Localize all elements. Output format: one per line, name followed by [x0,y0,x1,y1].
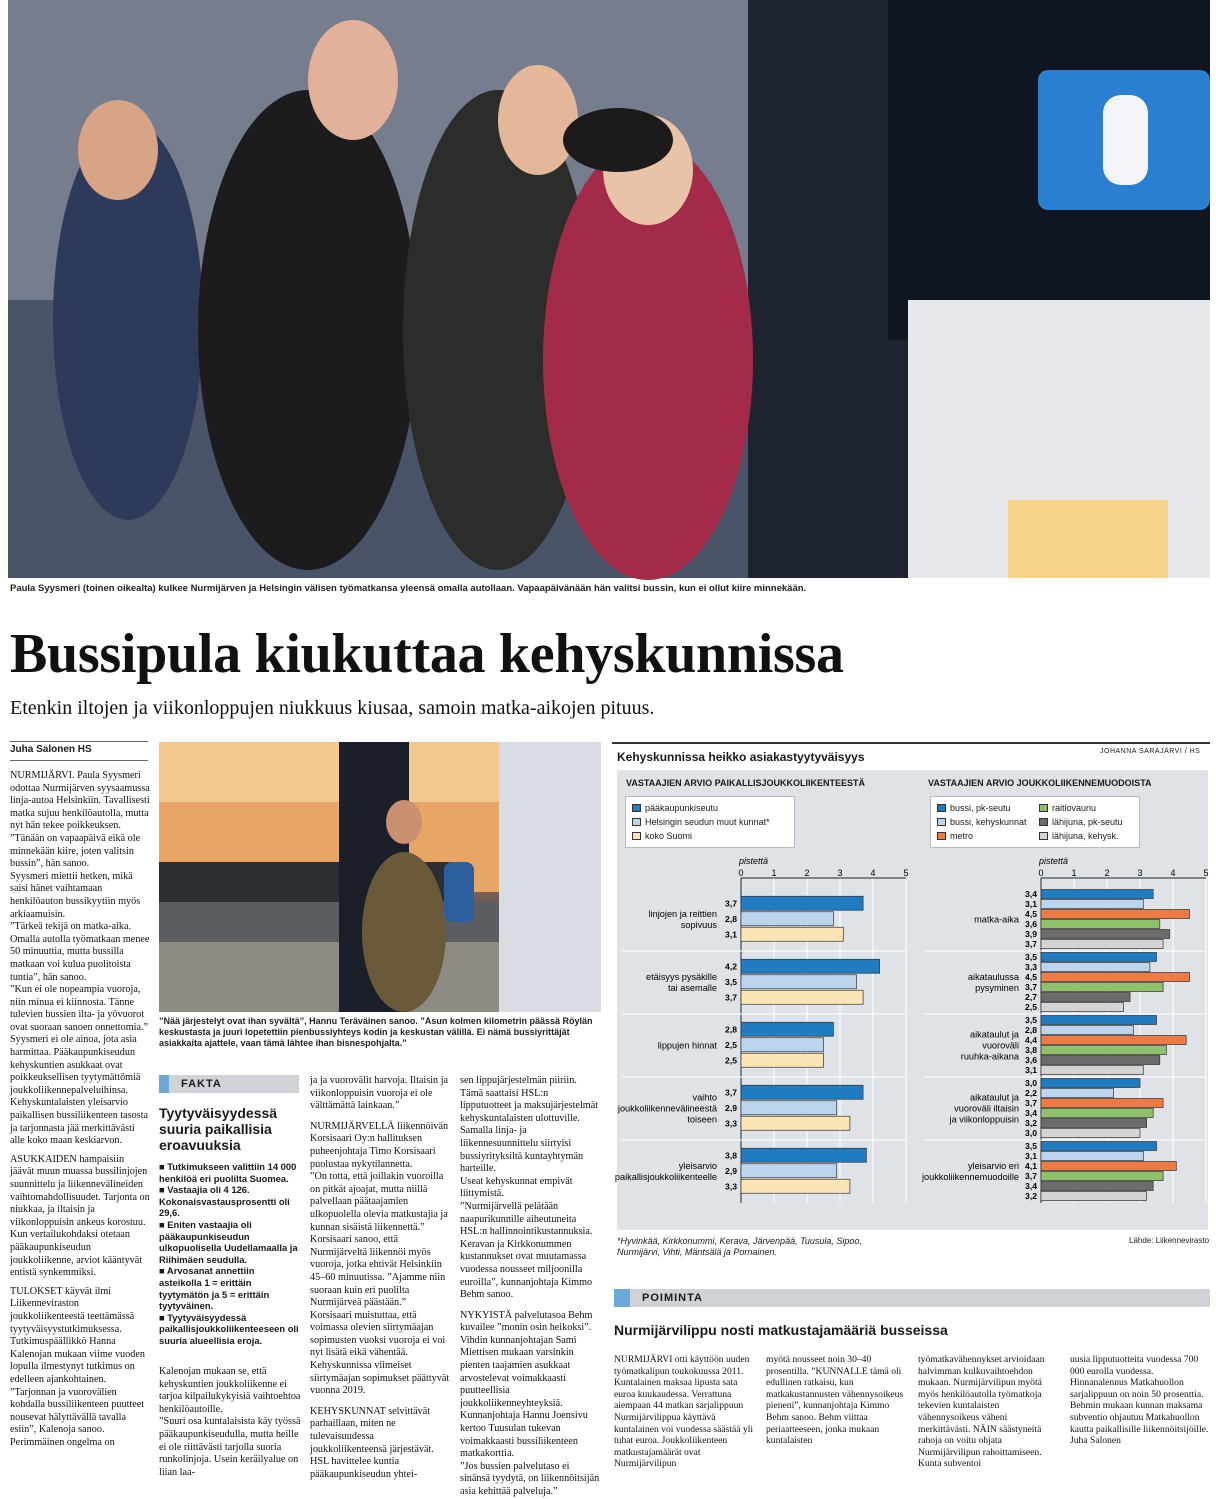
legend-item [1039,801,1133,815]
paragraph: NYKYISTÄ palvelutasoa Behm kuvailee ”monin osin heikoksi”. [460,1309,593,1334]
paragraph: Vihdin kunnanjohtajan Sami Miettisen mukaan varsinkin pienten taajamien asukkaat arvostelevat voimakkaasti puutteellisia joukkoliikenneyhteyksiä. [460,1334,577,1409]
bar [1041,1119,1147,1128]
square-icon [614,1289,630,1307]
square-icon [159,1075,169,1093]
article-column-2 [159,1366,301,1479]
bar [1041,1172,1163,1181]
data-label: 3,7 [1025,939,1037,950]
category-label: ja viikonloppuisin [949,1114,1019,1125]
paragraph: Useat kehyskunnat empivät liittymistä. [460,1175,573,1200]
bar [1041,1099,1163,1108]
category-label: vuoroväli [982,1040,1019,1051]
data-label: 3,1 [1025,1065,1037,1076]
data-label: 3,5 [1025,1015,1037,1026]
data-label: 3,0 [1025,1128,1037,1139]
data-label: 3,9 [1025,929,1037,940]
right-chart-heading: VASTAAJIEN ARVIO JOUKKOLIIKENNEMUODOISTA [928,778,1152,788]
bar [1041,1129,1140,1138]
paragraph: ASUKKAIDEN hampaisiin jäävät muun muassa bussilinjojen suunnittelu ja liikennevälineiden vaihtomahdollisuudet. Tarjonta on niukkaa, ja iltaisin ja viikonloppuisin ankeus korostuu. [10,1153,150,1228]
secondary-photo [159,742,601,1012]
data-label: 4,1 [1025,1161,1037,1172]
bar [1041,1036,1186,1045]
legend-swatch [632,818,641,826]
paragraph: NURMIJÄRVI. Paula Syysmeri odottaa Nurmijärven syysaamussa linja-autoa Helsinkiin. Tavallisesti matka sujuu henkilöautolla, mutta nyt hän tekee poikkeuksen. [10,770,150,832]
legend-swatch [1039,832,1048,840]
bar [1041,1079,1140,1088]
category-label: joukkoliikennemuodoille [921,1172,1019,1182]
legend-item [937,829,1031,843]
bar [741,927,843,941]
bar [1041,993,1130,1002]
paragraph: ”Jos bussien palvelutaso ei sinänsä tyydytä, on liikennöitsijän asia kehittää palveluja.” [460,1460,600,1497]
paragraph: Perimmäinen ongelma on [10,1436,115,1448]
bar [741,959,880,973]
legend-item [632,829,788,843]
category-label: toiseen [687,1114,717,1125]
tick-label: 0 [738,868,744,878]
data-label: 3,5 [1025,952,1037,963]
bar [1041,920,1160,929]
standfirst: Etenkin iltojen ja viikonloppujen niukkuus kiusaa, samoin matka-aikojen pituus. [10,697,655,719]
tick-label: 2 [804,868,810,878]
legend-swatch [937,832,946,840]
bar [1041,963,1150,972]
category-label: aikataulussa [967,972,1019,982]
data-label: 3,3 [725,1118,737,1129]
paragraph: Tämä saattaisi HSL:n lipputuotteet ja maksujärjestelmät kehyskuntalaisten ulottuville. Samalla linja- ja liikennesuunnittelu siirtyisi bussiyrityksiltä kuntayhtymän harteille. [460,1087,599,1175]
article-column-4 [460,1075,602,1499]
legend-swatch [632,804,641,812]
data-label: 2,5 [725,1055,737,1066]
data-label: 3,6 [1025,1055,1037,1066]
tick-label: 4 [870,868,876,878]
data-label: 3,3 [725,1181,737,1192]
category-label: tai asemalle [667,983,717,993]
bar [1041,1152,1143,1161]
legend-label: pääkaupunkiseutu [645,803,719,813]
bar [1041,1182,1153,1191]
poiminta-column-1: NURMIJÄRVI otti käyttöön uuden työmatkalipun toukokuussa 2011. Kuntalainen maksaa lipusta sata euroa kuukaudessa. Verrattuna aiempaan 44 matkan sarjalippuun Nurmijärvilippua käyttävä kuntalainen voi vuodessa säästää yli tuhat euroa. Joukkoliikenteen matkustajamäärät ovat Nurmijärvilipun [614,1354,754,1470]
list-item: ■ Eniten vastaajia oli pääkaupunkiseudun ulkopuolisella Uudellamaalla ja Riihimäen seudulla. [159,1218,298,1265]
bar [1041,1192,1147,1201]
bar [1041,1026,1133,1035]
data-label: 3,4 [1025,889,1037,900]
legend-label: raitiovaunu [1052,803,1097,813]
data-label: 3,4 [1025,1108,1037,1119]
bar [741,1148,866,1162]
poiminta-column-2: myötä nousseet noin 30–40 prosentilla. ”KUNNALLE tämä oli edullinen ratkaisu, kun matkakustannusten vähennysoikeus pieneni”, kunnanjohtaja Kimmo Behm sanoo. Behm viittaa periaatteeseen, jonka mukaan kuntalaisten [766,1354,904,1447]
bar [1041,973,1190,982]
paragraph: KEHYSKUNNAT selvittävät parhaillaan, miten ne tulevaisuudessa joukkoliikenteensä järjestävät. HSL havittelee kuntia pääkaupunkiseudun yhtei- [310,1405,434,1480]
fakta-box [159,1075,299,1347]
article-column-1 [10,770,150,1449]
data-label: 3,2 [1025,1118,1037,1129]
axis-unit-label: pistettä [1039,856,1069,866]
data-label: 2,5 [1025,1002,1037,1013]
legend-label: bussi, kehyskunnat [950,817,1027,827]
bar [1041,1142,1157,1151]
secondary-photo-caption: ”Nää järjestelyt ovat ihan syvältä”, Hannu Teräväinen sanoo. ”Asun kolmen kilometrin päässä Röylän keskustasta ja juuri lopetettiin pienbussiyhteys kodin ja keskustan välillä. Ei nämä bussiyrittäjät asiakkaita ajattele, vaan tämä lähtee ihan bisnespohjalta.” [159,1016,593,1048]
bar [741,1085,863,1099]
data-label: 3,5 [1025,1141,1037,1152]
satisfaction-chart [614,856,1209,1230]
tick-label: 5 [903,868,909,878]
legend-item [632,815,788,829]
fakta-title: Tyytyväisyydessä suuria paikallisia eroavuuksia [159,1105,278,1153]
bar [741,975,857,989]
bar [1041,1056,1160,1065]
data-label: 3,1 [725,929,737,940]
data-label: 2,8 [725,913,737,924]
data-label: 4,5 [1025,972,1037,983]
chart-footnote: *Hyvinkää, Kirkkonummi, Kerava, Järvenpää, Tuusula, Sipoo, Nurmijärvi, Vihti, Mäntsälä ja Pornainen. [617,1236,862,1257]
divider [10,741,148,742]
bar [741,1116,850,1130]
paragraph: Korsisaari sanoo, että Nurmijärveltä liikennöi myös vuoroja, jotka ehtivät Helsinkiin 45–60 minuutissa. ”Ajamme niin suoraan kuin eri puolilta Nurmijärveä päästään.” [310,1234,446,1309]
paragraph: Syysmeri miettii hetken, mikä saisi hänet vaihtamaan henkilöauton bussikyytiin myös arkiaamuisin. [10,870,141,920]
poiminta-column-3: työmatkavähennykset arvioidaan halvimman kulkuvaihtoehdon mukaan. Nurmijärvilipun myötä myös henkilöautolla työmatkoja tekevien kuntalaisten vähennysoikeus väheni merkittävästi. NÄIN säästyneitä rahoja on voitu ohjata Nurmijärvilipun rahoittamiseen. Kunta subventoi [918,1354,1045,1470]
category-label: matka-aika [974,914,1019,925]
category-label: etäisyys pysäkille [646,972,717,982]
data-label: 3,1 [1025,1151,1037,1162]
legend-item [1039,829,1133,843]
data-label: 3,2 [1025,1191,1037,1202]
data-label: 3,0 [1025,1078,1037,1089]
tick-label: 2 [1104,868,1110,878]
paragraph: NURMIJÄRVELLÄ liikennöivän Korsisaari Oy:n hallituksen puheenjohtaja Timo Korsisaari puolustaa nykytilannetta. [310,1120,449,1170]
legend-label: Helsingin seudun muut kunnat* [645,817,770,827]
paragraph: ”Kun ei ole nopeampia vuoroja, niin minua ei kiinnosta. Tänne tulevien bussien ilta- ja yövuorot ovat suoraan sanoen onnettomia.” [10,984,149,1033]
legend-item [937,801,1031,815]
list-item: ■ Arvosanat annettiin asteikolla 1 = erittäin tyytymätön ja 5 = erittäin tyytyväinen. [159,1265,270,1312]
category-label: aikataulut ja [969,1029,1019,1040]
fakta-list [159,1161,299,1347]
data-label: 3,6 [1025,919,1037,930]
data-label: 3,3 [1025,962,1037,973]
chart-source: Lähde: Liikennevirasto [1129,1236,1210,1245]
tick-label: 0 [1038,868,1044,878]
paragraph: Kunnanjohtaja Hannu Joensivu kertoo Tuusulan tukevan voimakkaasti bussiliikenteen matkakorttia. [460,1410,588,1460]
paragraph: ”Tarjonnan ja vuorovälien kohdalla bussiliikenteen puutteet nousevat hälyttävällä tavalla esiin”, Kalenoja sanoo. [10,1386,145,1436]
legend-item [937,815,1031,829]
legend-item [1039,815,1133,829]
data-label: 2,8 [725,1024,737,1035]
axis-unit-label: pistettä [739,856,769,866]
legend-swatch [632,832,641,840]
paragraph: TULOKSET käyvät ilmi Liikenneviraston joukkoliikenteestä teettämässä tyytyväisyystutkimuksessa. [10,1285,135,1335]
category-label: sopivuus [680,920,717,930]
byline: Juha Salonen HS [10,744,92,755]
data-label: 3,8 [1025,1045,1037,1056]
article-column-3 [310,1075,452,1481]
data-label: 4,4 [1025,1035,1037,1046]
data-label: 3,7 [725,1087,737,1098]
bar [741,912,833,926]
data-label: 3,8 [725,1150,737,1161]
category-label: vuoroväli iltaisin [954,1103,1019,1114]
bar [1041,953,1157,962]
left-chart-legend [625,796,795,848]
data-label: 3,7 [1025,982,1037,993]
tick-label: 1 [1071,868,1077,878]
data-label: 3,4 [1025,1181,1037,1192]
data-label: 4,2 [725,961,737,972]
paragraph: Syysmeri ei ole ainoa, jota asia harmittaa. Pääkaupunkiseudun kehyskuntien asukkaat ovat poikkeuksellisen tyytymättömiä joukkoliikennepalveluihinsa. Kehyskuntalaisten yleisarvio paikallisen bussiliikenteen tasosta ja tarjonnasta jää merkittävästi alle koko maan keskiarvon. [10,1034,149,1147]
paragraph: ”Tärkeä tekijä on matka-aika. Omalla autolla työmatkaan menee 50 minuuttia, mutta bussilla matkaan voi kulua puolitoista tuntia”, hän sanoo. [10,921,150,983]
tick-label: 4 [1170,868,1176,878]
bar [1041,1046,1166,1055]
poiminta-title: Nurmijärvilippu nosti matkustajamääriä busseissa [614,1322,948,1338]
legend-swatch [1039,818,1048,826]
bar [741,1179,850,1193]
chart-credit: JOHANNA SARAJÄRVI / HS [1100,748,1201,755]
poiminta-column-4: uusia lipputuotteita vuodessa 700 000 eurolla vuodessa. Hinnanalennus Matkahuollon sarjalippuun on noin 50 prosenttia. Behmin mukaan kunnan maksama subventio ohjautuu Matkahuollon kautta paikallisille liikennöitsijöille. Juha Salonen [1070,1354,1209,1447]
fakta-label: FAKTA [181,1078,222,1090]
bar [741,990,863,1004]
bar [1041,1016,1157,1025]
bar [1041,1003,1124,1012]
legend-swatch [937,804,946,812]
bar [741,1038,824,1052]
bar [1041,930,1170,939]
data-label: 2,9 [725,1165,737,1176]
legend-label: koko Suomi [645,831,693,841]
data-label: 2,5 [725,1039,737,1050]
bar [1041,1162,1176,1171]
legend-label: metro [950,831,974,841]
paragraph: Kalenojan mukaan se, että kehyskuntien joukkoliikenne ei tarjoa kilpailukykyisiä vaihtoehtoa henkilöautoille. [159,1366,301,1415]
data-label: 2,7 [1025,992,1037,1003]
tick-label: 1 [771,868,777,878]
bar [741,1022,833,1036]
legend-item [632,801,788,815]
list-item: ■ Tyytyväisyydessä paikallisjoukkoliikenteeseen oli suuria alueellisia eroja. [159,1311,299,1346]
data-label: 3,1 [1025,899,1037,910]
paragraph: Kun vertailukohdaksi otetaan pääkaupunkiseudun joukkoliikenne, arviot kääntyvät entistä synkemmiksi. [10,1229,143,1279]
bar [1041,890,1153,899]
list-item: ■ Vastaajia oli 4 126. Kokonaisvastausprosentti oli 29,6. [159,1184,290,1219]
main-photo-illustration [8,0,1210,578]
legend-label: lähijuna, pk-seutu [1052,817,1123,827]
legend-swatch [937,818,946,826]
paragraph: ”Suuri osa kuntalaisista käy työssä pääkaupunkiseudulla, mutta heille ei ole riittävästi tarjolla suoria runkolinjoja. Usein keräilyalue on liian laa- [159,1416,301,1478]
poiminta-label: POIMINTA [642,1292,703,1304]
right-chart-legend [930,796,1140,848]
fakta-tag [159,1075,299,1093]
data-label: 3,7 [1025,1171,1037,1182]
divider [612,742,1210,744]
category-label: paikallisjoukkoliikenteelle [614,1172,717,1182]
paragraph: ja ja vuorovälit harvoja. Iltaisin ja viikonloppuisin vuoroja ei ole välttämättä lainkaan.” [310,1075,449,1112]
paragraph: ”On totta, että joillakin vuoroilla on pitkät ajoajat, mutta niillä palvellaan päätaajamien ulkopuolella olevia matkustajia ja kunnan sisäistä liikennettä.” [310,1171,448,1233]
list-item: ■ Tutkimukseen valittiin 14 000 henkilöä eri puolilta Suomea. [159,1161,297,1184]
bar [1041,940,1163,949]
category-label: vaihto [692,1092,717,1103]
main-photo-caption: Paula Syysmeri (toinen oikealta) kulkee Nurmijärven ja Helsingin välisen työmatkansa yleensä omalla autollaan. Vapaapäivänään hän valitsi bussin, kun ei ollut kiire minnekään. [10,583,807,594]
data-label: 2,8 [1025,1025,1037,1036]
secondary-photo-illustration [159,742,601,1012]
chart-title: Kehyskunnissa heikko asiakastyytyväisyys [617,750,865,764]
category-label: ruuhka-aikana [960,1051,1019,1062]
bar [1041,1109,1153,1118]
paragraph: Tutkimuspäällikkö Hanna Kalenojan mukaan viime vuoden lopulla ilmestynyt tutkimus on edelleen ajankohtainen. [10,1336,145,1385]
category-label: yleisarvio eri [967,1161,1019,1171]
divider [10,760,148,761]
bar [1041,910,1190,919]
bar [1041,1089,1114,1098]
data-label: 3,7 [1025,1098,1037,1109]
category-label: pysyminen [975,983,1019,993]
category-label: joukkoliikennevälineestä [617,1103,717,1114]
main-photo [8,0,1210,578]
data-label: 4,5 [1025,909,1037,920]
bar [1041,1066,1143,1075]
category-label: lippujen hinnat [657,1040,717,1051]
category-label: aikataulut ja [969,1092,1019,1103]
data-label: 3,7 [725,992,737,1003]
tick-label: 3 [1137,868,1143,878]
bar [741,1101,837,1115]
headline: Bussipula kiukuttaa kehyskunnissa [10,623,844,685]
bar [1041,983,1163,992]
bar [1041,900,1143,909]
paragraph: ”Nurmijärvellä pelätään naapurikunnille aiheutuneita HSL:n hallinnointikustannuksia. Keravan ja Kirkkonummen kustannukset ovat muutamassa vuodessa nousseet miljoonilla euroilla”, kunnanjohtaja Kimmo Behm sanoo. [460,1200,593,1301]
tick-label: 3 [837,868,843,878]
category-label: yleisarvio [678,1161,717,1171]
paragraph: sen lippujärjestelmän piiriin. [460,1075,577,1086]
tick-label: 5 [1203,868,1209,878]
paragraph: ”Tänään on vapaapäivä eikä ole minnekään kiire, joten valitsin bussin”, hän sanoo. [10,832,141,870]
category-label: linjojen ja reittien [648,909,717,919]
left-chart-heading: VASTAAJIEN ARVIO PAIKALLISJOUKKOLIIKENTEESTÄ [626,778,866,788]
data-label: 2,2 [1025,1088,1037,1099]
poiminta-tag [614,1289,1210,1307]
data-label: 3,7 [725,898,737,909]
legend-swatch [1039,804,1048,812]
legend-label: bussi, pk-seutu [950,803,1011,813]
bar [741,896,863,910]
legend-label: lähijuna, kehysk. [1052,831,1119,841]
data-label: 2,9 [725,1102,737,1113]
paragraph: Korsisaari muistuttaa, että voimassa olevien siirtymäajan sopimusten vuoksi vuoroja ei voi nyt lisätä eikä vähentää. Kehyskunnissa viimeiset siirtymäajan sopimukset päättyvät vuonna 2019. [310,1309,450,1397]
bar [741,1053,824,1067]
data-label: 3,5 [725,976,737,987]
bar [741,1164,837,1178]
